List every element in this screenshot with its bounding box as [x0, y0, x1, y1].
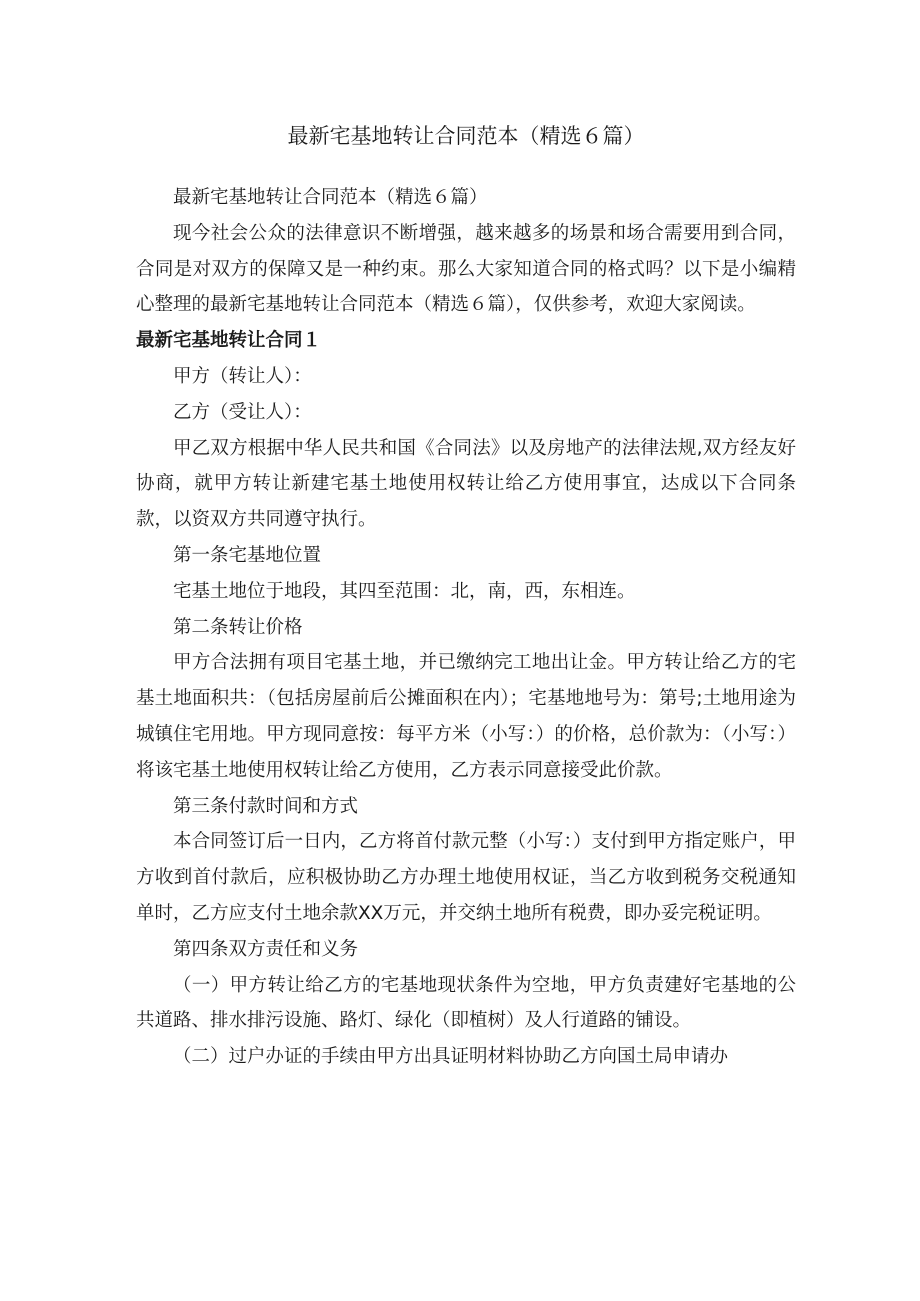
article-2-body: 甲方合法拥有项目宅基土地，并已缴纳完工地出让金。甲方转让给乙方的宅基土地面积共：（包括房屋前后公摊面积在内）；宅基地地号为：第号;土地用途为城镇住宅用地。甲方现同意按：每平方米（小写：）的价格，总价款为：（小写：）将该宅基土地使用权转让给乙方使用，乙方表示同意接受此价款。 [136, 652, 796, 781]
article-4-item-1: （一）甲方转让给乙方的宅基地现状条件为空地，甲方负责建好宅基地的公共道路、排水排污设施、路灯、绿化（即植树）及人行道路的铺设。 [136, 974, 796, 1032]
article-1-heading: 第一条宅基地位置 [173, 544, 322, 566]
preamble-paragraph: 甲乙双方根据中华人民共和国《合同法》以及房地产的法律法规,双方经友好协商，就甲方转让新建宅基土地使用权转让给乙方使用事宜，达成以下合同条款，以资双方共同遵守执行。 [136, 437, 796, 531]
subtitle-paragraph: 最新宅基地转让合同范本（精选６篇） [173, 187, 488, 208]
article-4-heading: 第四条双方责任和义务 [173, 938, 359, 960]
article-4-item-2: （二）过户办证的手续由甲方出具证明材料协助乙方向国土局申请办 [173, 1046, 729, 1068]
article-1-body: 宅基土地位于地段，其四至范围：北，南，西，东相连。 [173, 580, 636, 602]
article-3-heading: 第三条付款时间和方式 [173, 795, 359, 817]
party-a-line: 甲方（转让人）： [173, 365, 312, 387]
section-heading: 最新宅基地转让合同１ [136, 330, 322, 352]
intro-paragraph: 现今社会公众的法律意识不断增强，越来越多的场景和场合需要用到合同，合同是对双方的保障又是一种约束。那么大家知道合同的格式吗？以下是小编精心整理的最新宅基地转让合同范本（精选６篇），仅供参考，欢迎大家阅读。 [136, 222, 796, 316]
document-title: 最新宅基地转让合同范本（精选６篇） [287, 124, 645, 148]
document-page [136, 118, 796, 1075]
party-b-line: 乙方（受让人）： [173, 401, 312, 423]
article-3-body: 本合同签订后一日内，乙方将首付款元整（小写：）支付到甲方指定账户，甲方收到首付款后，应积极协助乙方办理土地使用权证，当乙方收到税务交税通知单时，乙方应支付土地余款XX万元，并交纳土地所有税费，即办妥完税证明。 [136, 831, 796, 924]
article-2-heading: 第二条转让价格 [173, 616, 303, 638]
